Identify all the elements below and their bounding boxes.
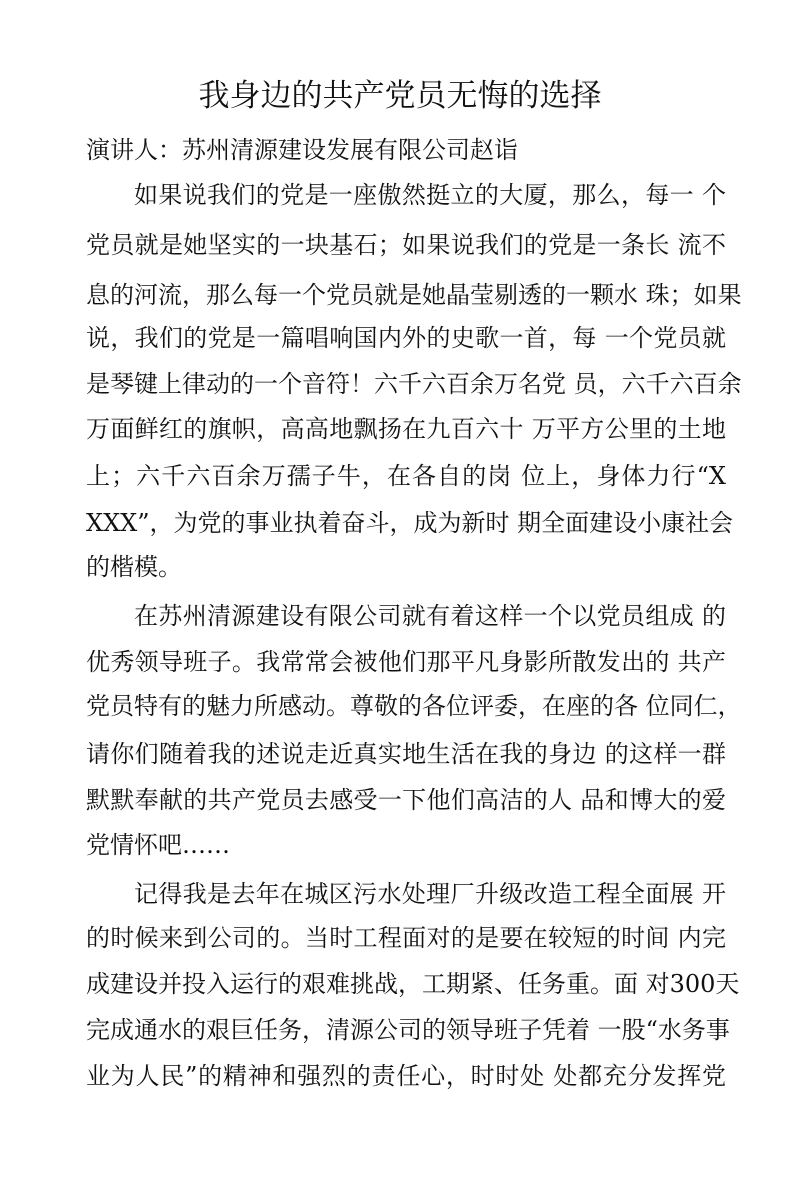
speaker-line: 演讲人：苏州清源建设发展有限公司赵诣 <box>86 136 518 164</box>
paragraph-3-line-5: 业为人民”的精神和强烈的责任心，时时处 处都充分发挥党 <box>86 1062 726 1090</box>
paragraph-1-line-3: 息的河流，那么每一个党员就是她晶莹剔透的一颗水 珠；如果 <box>86 281 742 309</box>
paragraph-1-line-1: 如果说我们的党是一座傲然挺立的大厦，那么，每一 个 <box>134 181 726 209</box>
paragraph-1-line-5: 是琴键上律动的一个音符！六千六百余万名党 员，六千六百余 <box>86 370 742 398</box>
paragraph-3-line-3: 成建设并投入运行的艰难挑战，工期紧、任务重。面 对300天 <box>86 970 740 998</box>
paragraph-1-line-4: 说，我们的党是一篇唱响国内外的史歌一首，每 一个党员就 <box>86 324 726 352</box>
paragraph-1-line-6: 万面鲜红的旗帜，高高地飘扬在九百六十 万平方公里的土地 <box>86 415 726 443</box>
paragraph-3-line-1: 记得我是去年在城区污水处理厂升级改造工程全面展 开 <box>134 880 726 908</box>
paragraph-1-line-2: 党员就是她坚实的一块基石；如果说我们的党是一条长 流不 <box>86 231 726 259</box>
paragraph-1-line-7: 上；六千六百余万孺子牛，在各自的岗 位上，身体力行“X <box>86 462 726 490</box>
paragraph-2-line-6: 党情怀吧…… <box>86 831 230 859</box>
paragraph-2-line-1: 在苏州清源建设有限公司就有着这样一个以党员组成 的 <box>134 602 726 630</box>
document-title: 我身边的共产党员无悔的选择 <box>198 78 602 114</box>
paragraph-2-line-3: 党员特有的魅力所感动。尊敬的各位评委，在座的各 位同仁， <box>86 692 742 720</box>
paragraph-3-line-2: 的时候来到公司的。当时工程面对的是要在较短的时间 内完 <box>86 924 726 952</box>
paragraph-3-line-4: 完成通水的艰巨任务，清源公司的领导班子凭着 一股“水务事 <box>86 1016 730 1044</box>
paragraph-2-line-5: 默默奉献的共产党员去感受一下他们高洁的人 品和博大的爱 <box>86 786 726 814</box>
paragraph-1-line-8: XXX”，为党的事业执着奋斗，成为新时 期全面建设小康社会 <box>86 509 734 537</box>
paragraph-1-line-9: 的楷模。 <box>86 553 182 581</box>
paragraph-2-line-4: 请你们随着我的述说走近真实地生活在我的身边 的这样一群 <box>86 740 726 768</box>
paragraph-2-line-2: 优秀领导班子。我常常会被他们那平凡身影所散发出的 共产 <box>86 648 726 676</box>
